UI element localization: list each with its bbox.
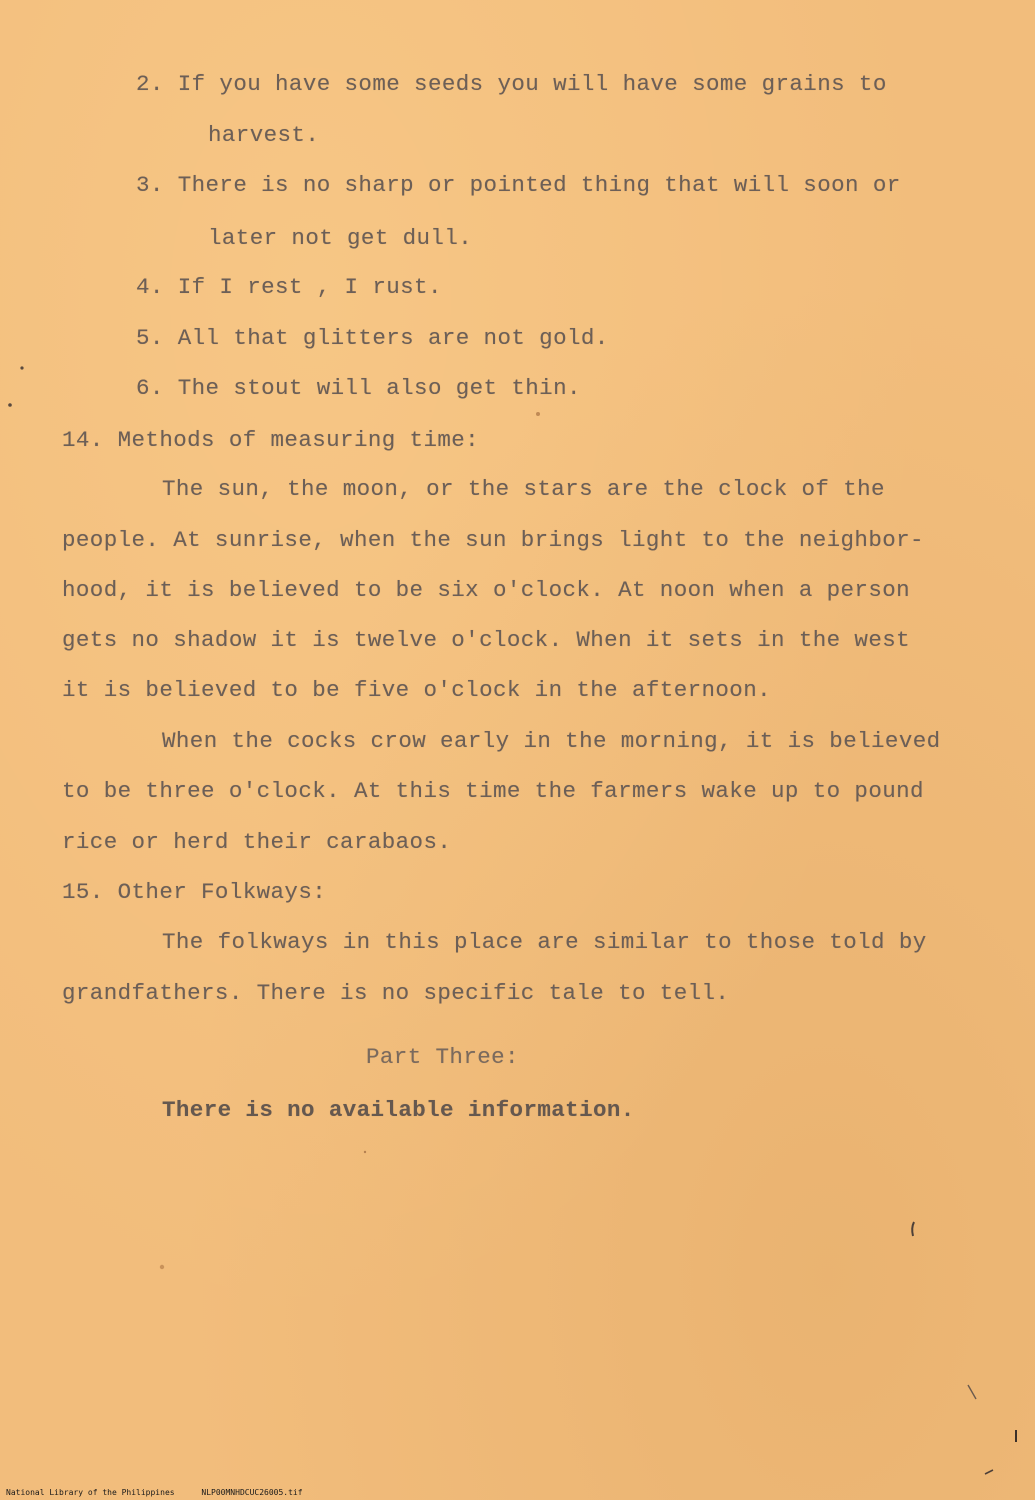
footer-filename: NLP00MNHDCUC26005.tif bbox=[201, 1488, 303, 1497]
footer-library: National Library of the Philippines bbox=[6, 1488, 175, 1497]
section-14-paragraph-1-line-2: people. At sunrise, when the sun brings light to the neighbor- bbox=[62, 527, 924, 553]
section-14-paragraph-2-line-2: to be three o'clock. At this time the farmers wake up to pound bbox=[62, 778, 924, 804]
section-15-line-1: The folkways in this place are similar to those told by bbox=[162, 929, 927, 955]
pen-mark bbox=[985, 1470, 993, 1474]
section-14-paragraph-1-line-1: The sun, the moon, or the stars are the clock of the bbox=[162, 476, 885, 502]
pen-mark bbox=[912, 1222, 914, 1236]
proverb-6: 6. The stout will also get thin. bbox=[136, 375, 581, 401]
section-15-heading: 15. Other Folkways: bbox=[62, 879, 327, 905]
section-15-line-2: grandfathers. There is no specific tale to tell. bbox=[62, 980, 730, 1006]
section-14-paragraph-1-line-4: gets no shadow it is twelve o'clock. When it sets in the west bbox=[62, 627, 911, 653]
proverb-4: 4. If I rest , I rust. bbox=[136, 274, 442, 300]
proverb-2-line-2: harvest. bbox=[208, 122, 320, 148]
section-14-paragraph-1-line-5: it is believed to be five o'clock in the afternoon. bbox=[62, 677, 772, 703]
proverb-3-line-1: 3. There is no sharp or pointed thing that will soon or bbox=[136, 172, 901, 198]
speck bbox=[8, 403, 12, 407]
speck bbox=[20, 366, 23, 369]
speck bbox=[536, 412, 540, 416]
proverb-3-line-2: later not get dull. bbox=[208, 225, 473, 251]
pen-mark bbox=[968, 1385, 976, 1399]
section-14-heading: 14. Methods of measuring time: bbox=[62, 427, 480, 453]
part-three-text: There is no available information. bbox=[162, 1097, 635, 1123]
section-14-paragraph-1-line-3: hood, it is believed to be six o'clock. At noon when a person bbox=[62, 577, 911, 603]
speck bbox=[364, 1151, 366, 1153]
section-14-paragraph-2-line-3: rice or herd their carabaos. bbox=[62, 829, 452, 855]
speck bbox=[160, 1265, 164, 1269]
proverb-2-line-1: 2. If you have some seeds you will have some grains to bbox=[136, 71, 887, 97]
section-14-paragraph-2-line-1: When the cocks crow early in the morning, it is believed bbox=[162, 728, 941, 754]
archive-footer bbox=[6, 1488, 325, 1497]
proverb-5: 5. All that glitters are not gold. bbox=[136, 325, 609, 351]
part-three-heading: Part Three: bbox=[366, 1044, 519, 1070]
